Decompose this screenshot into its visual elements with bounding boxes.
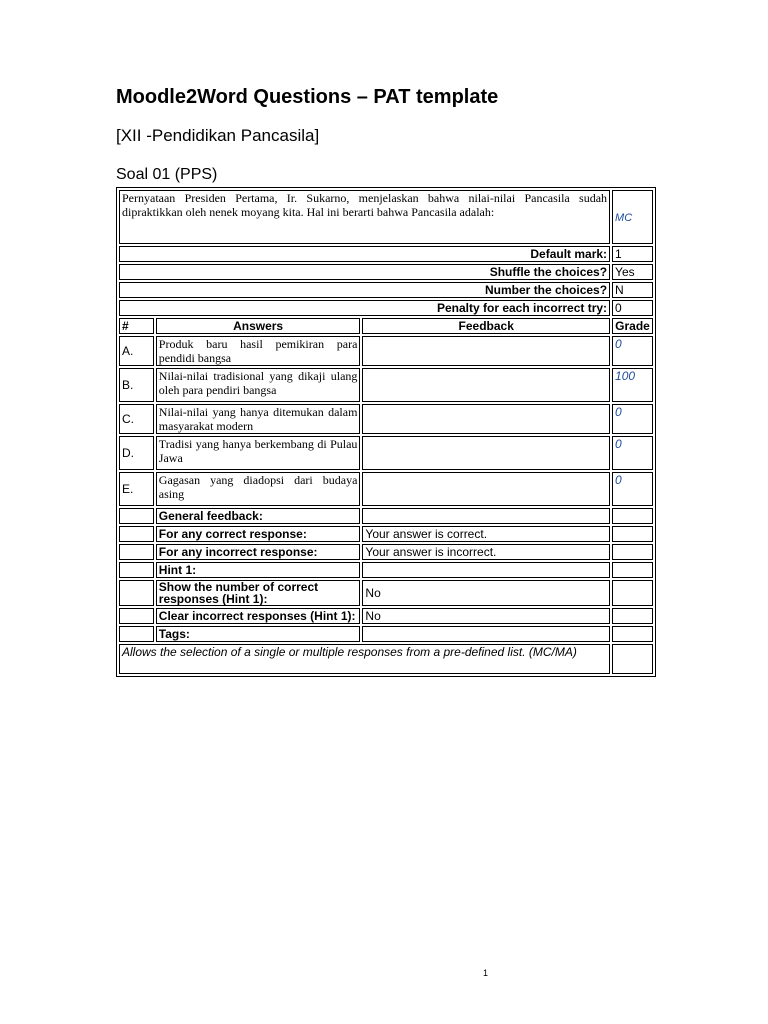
- category-subtitle: [XII -Pendidikan Pancasila]: [116, 126, 320, 145]
- correct-feedback-value: Your answer is correct.: [362, 526, 610, 542]
- answer-row: [119, 436, 653, 470]
- answer-row: [119, 336, 653, 366]
- answer-letter: E.: [119, 472, 154, 506]
- general-feedback-row: [119, 508, 653, 524]
- answer-text: Nilai-nilai yang hanya ditemukan dalam masyarakat modern: [156, 404, 361, 434]
- show-correct-number-label: Show the number of correct responses (Hint 1):: [156, 580, 361, 606]
- correct-feedback-label: For any correct response:: [156, 526, 361, 542]
- correct-feedback-row: [119, 526, 653, 542]
- answer-text: Nilai-nilai tradisional yang dikaji ulang oleh para pendiri bangsa: [156, 368, 361, 402]
- tags-value: [362, 626, 610, 642]
- question-type-description: Allows the selection of a single or multiple responses from a pre-defined list. (MC/MA): [119, 644, 610, 674]
- tags-label: Tags:: [156, 626, 361, 642]
- answer-text: Tradisi yang hanya berkembang di Pulau Jawa: [156, 436, 361, 470]
- header-feedback: Feedback: [362, 318, 610, 334]
- answer-feedback: [362, 336, 610, 366]
- answer-text: Produk baru hasil pemikiran para pendidi bangsa: [156, 336, 361, 366]
- answer-letter: C.: [119, 404, 154, 434]
- hint-value: [362, 562, 610, 578]
- document-title: Moodle2Word Questions – PAT template: [116, 86, 499, 108]
- question-text: Pernyataan Presiden Pertama, Ir. Sukarno, menjelaskan bahwa nilai-nilai Pancasila sudah dipraktikkan oleh nenek moyang kita. Hal ini berarti bahwa Pancasila adalah:: [119, 190, 610, 244]
- clear-incorrect-value: No: [362, 608, 610, 624]
- setting-label-default-mark: Default mark:: [119, 246, 610, 262]
- answer-feedback: [362, 436, 610, 470]
- setting-label-number-choices: Number the choices?: [119, 282, 610, 298]
- question-title: Soal 01 (PPS): [116, 166, 218, 183]
- answer-row: [119, 472, 653, 506]
- header-number: #: [119, 318, 154, 334]
- setting-label-penalty: Penalty for each incorrect try:: [119, 300, 610, 316]
- answer-feedback: [362, 368, 610, 402]
- incorrect-feedback-label: For any incorrect response:: [156, 544, 361, 560]
- answer-grade: 0: [612, 336, 653, 366]
- show-correct-number-row: [119, 580, 653, 606]
- incorrect-feedback-row: [119, 544, 653, 560]
- setting-value-number-choices: N: [612, 282, 653, 298]
- setting-label-shuffle: Shuffle the choices?: [119, 264, 610, 280]
- answer-letter: B.: [119, 368, 154, 402]
- hint-row: [119, 562, 653, 578]
- tags-row: [119, 626, 653, 642]
- setting-value-penalty: 0: [612, 300, 653, 316]
- answer-row: [119, 404, 653, 434]
- header-grade: Grade: [612, 318, 653, 334]
- setting-value-shuffle: Yes: [612, 264, 653, 280]
- clear-incorrect-label: Clear incorrect responses (Hint 1):: [156, 608, 361, 624]
- header-answers: Answers: [156, 318, 361, 334]
- answer-feedback: [362, 404, 610, 434]
- answer-letter: D.: [119, 436, 154, 470]
- show-correct-number-value: No: [362, 580, 610, 606]
- setting-value-default-mark: 1: [612, 246, 653, 262]
- answer-grade: 100: [612, 368, 653, 402]
- clear-incorrect-row: [119, 608, 653, 624]
- incorrect-feedback-value: Your answer is incorrect.: [362, 544, 610, 560]
- answer-row: [119, 368, 653, 402]
- general-feedback-label: General feedback:: [156, 508, 361, 524]
- hint-label: Hint 1:: [156, 562, 361, 578]
- answer-grade: 0: [612, 436, 653, 470]
- answer-grade: 0: [612, 404, 653, 434]
- page-number: 1: [483, 968, 489, 978]
- answer-grade: 0: [612, 472, 653, 506]
- answer-letter: A.: [119, 336, 154, 366]
- answer-feedback: [362, 472, 610, 506]
- general-feedback-value: [362, 508, 610, 524]
- question-table: [116, 187, 656, 677]
- answer-text: Gagasan yang diadopsi dari budaya asing: [156, 472, 361, 506]
- question-type-code: MC: [615, 211, 633, 224]
